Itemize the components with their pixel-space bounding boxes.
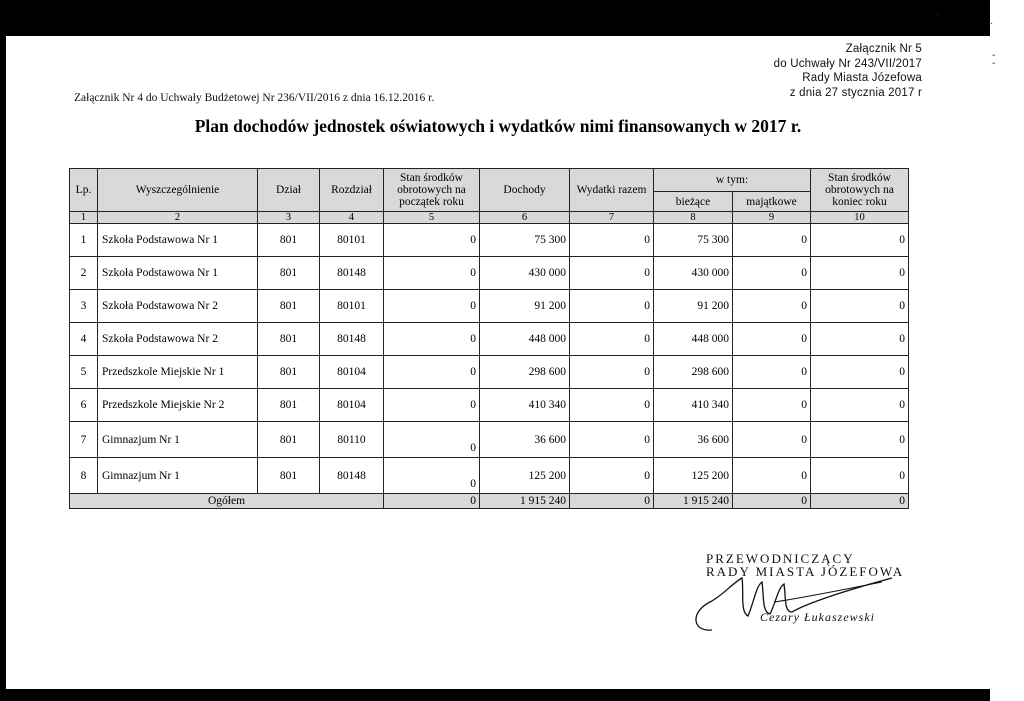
attachment-number: Załącznik Nr 5 bbox=[845, 43, 922, 55]
cell-biezace: 36 600 bbox=[654, 422, 733, 458]
cell-dochody: 448 000 bbox=[480, 323, 570, 356]
cell-biezace: 91 200 bbox=[654, 290, 733, 323]
cell-name: Gimnazjum Nr 1 bbox=[98, 422, 258, 458]
col-wyszczegolnienie: Wyszczególnienie bbox=[98, 169, 258, 212]
cell-wydatki: 0 bbox=[570, 323, 654, 356]
cell-dzial: 801 bbox=[258, 224, 320, 257]
cell-dzial: 801 bbox=[258, 257, 320, 290]
document-title: Plan dochodów jednostek oświatowych i wydatków nimi finansowanych w 2017 r. bbox=[194, 116, 802, 136]
cell-rozdzial: 80148 bbox=[320, 458, 384, 494]
column-number: 1 bbox=[70, 212, 98, 224]
column-number: 4 bbox=[320, 212, 384, 224]
col-dochody: Dochody bbox=[480, 169, 570, 212]
cell-rozdzial: 80148 bbox=[320, 257, 384, 290]
stamp-line-council: RADY MIASTA JÓZEFOWA bbox=[706, 564, 905, 579]
total-label: Ogółem bbox=[70, 494, 384, 509]
cell-stan-koniec: 0 bbox=[811, 389, 909, 422]
cell-dzial: 801 bbox=[258, 356, 320, 389]
plan-table bbox=[69, 168, 909, 509]
scan-mark: · bbox=[990, 18, 994, 29]
column-number: 3 bbox=[258, 212, 320, 224]
cell-stan-koniec: 0 bbox=[811, 356, 909, 389]
total-stan-poczatek: 0 bbox=[384, 494, 480, 509]
cell-rozdzial: 80104 bbox=[320, 389, 384, 422]
cell-dochody: 91 200 bbox=[480, 290, 570, 323]
cell-stan-poczatek: 0 bbox=[384, 389, 480, 422]
column-number: 10 bbox=[811, 212, 909, 224]
total-biezace: 1 915 240 bbox=[654, 494, 733, 509]
column-number: 5 bbox=[384, 212, 480, 224]
col-biezace: bieżące bbox=[654, 192, 733, 212]
cell-majatkowe: 0 bbox=[733, 290, 811, 323]
cell-name: Szkoła Podstawowa Nr 1 bbox=[98, 257, 258, 290]
council-name: Rady Miasta Józefowa bbox=[802, 72, 922, 84]
cell-stan-poczatek: 0 bbox=[384, 290, 480, 323]
cell-stan-koniec: 0 bbox=[811, 257, 909, 290]
resolution-date: z dnia 27 stycznia 2017 r bbox=[789, 86, 922, 99]
cell-wydatki: 0 bbox=[570, 389, 654, 422]
cell-stan-koniec: 0 bbox=[811, 422, 909, 458]
table-row bbox=[70, 422, 909, 458]
cell-dochody: 125 200 bbox=[480, 458, 570, 494]
cell-rozdzial: 80148 bbox=[320, 323, 384, 356]
cell-dzial: 801 bbox=[258, 422, 320, 458]
resolution-number: do Uchwały Nr 243/VII/2017 bbox=[773, 57, 922, 70]
cell-name: Przedszkole Miejskie Nr 2 bbox=[98, 389, 258, 422]
cell-biezace: 75 300 bbox=[654, 224, 733, 257]
cell-wydatki: 0 bbox=[570, 458, 654, 494]
cell-majatkowe: 0 bbox=[733, 323, 811, 356]
cell-biezace: 125 200 bbox=[654, 458, 733, 494]
col-majatkowe: majątkowe bbox=[733, 192, 811, 212]
cell-rozdzial: 80101 bbox=[320, 224, 384, 257]
cell-wydatki: 0 bbox=[570, 356, 654, 389]
scan-margin bbox=[990, 0, 1024, 701]
cell-biezace: 448 000 bbox=[654, 323, 733, 356]
total-stan-koniec: 0 bbox=[811, 494, 909, 509]
cell-majatkowe: 0 bbox=[733, 422, 811, 458]
table-row bbox=[70, 356, 909, 389]
cell-lp: 7 bbox=[70, 422, 98, 458]
cell-stan-poczatek: 0 bbox=[384, 224, 480, 257]
cell-lp: 4 bbox=[70, 323, 98, 356]
table-row bbox=[70, 389, 909, 422]
total-row bbox=[70, 494, 909, 509]
cell-rozdzial: 80104 bbox=[320, 356, 384, 389]
cell-stan-poczatek: 0 bbox=[384, 257, 480, 290]
total-dochody: 1 915 240 bbox=[480, 494, 570, 509]
scan-mark: - bbox=[992, 50, 996, 61]
cell-stan-koniec: 0 bbox=[811, 323, 909, 356]
cell-stan-poczatek: 0 bbox=[384, 458, 480, 494]
cell-dochody: 75 300 bbox=[480, 224, 570, 257]
cell-majatkowe: 0 bbox=[733, 356, 811, 389]
cell-wydatki: 0 bbox=[570, 290, 654, 323]
cell-dzial: 801 bbox=[258, 323, 320, 356]
handwritten-signature bbox=[682, 572, 914, 636]
cell-stan-koniec: 0 bbox=[811, 224, 909, 257]
column-number: 8 bbox=[654, 212, 733, 224]
cell-majatkowe: 0 bbox=[733, 257, 811, 290]
cell-biezace: 410 340 bbox=[654, 389, 733, 422]
cell-dochody: 36 600 bbox=[480, 422, 570, 458]
cell-lp: 8 bbox=[70, 458, 98, 494]
total-wydatki: 0 bbox=[570, 494, 654, 509]
stamp-line-title: PRZEWODNICZĄCY bbox=[706, 551, 855, 566]
cell-lp: 2 bbox=[70, 257, 98, 290]
column-number: 9 bbox=[733, 212, 811, 224]
cell-biezace: 298 600 bbox=[654, 356, 733, 389]
cell-name: Szkoła Podstawowa Nr 2 bbox=[98, 323, 258, 356]
cell-rozdzial: 80101 bbox=[320, 290, 384, 323]
header-row bbox=[70, 169, 909, 192]
cell-dzial: 801 bbox=[258, 389, 320, 422]
cell-name: Szkoła Podstawowa Nr 1 bbox=[98, 224, 258, 257]
table-row bbox=[70, 323, 909, 356]
cell-rozdzial: 80110 bbox=[320, 422, 384, 458]
cell-dochody: 298 600 bbox=[480, 356, 570, 389]
cell-dzial: 801 bbox=[258, 458, 320, 494]
table-row bbox=[70, 224, 909, 257]
attachment-note-left: Załącznik Nr 4 do Uchwały Budżetowej Nr 236/VII/2016 z dnia 16.12.2016 r. bbox=[74, 92, 435, 104]
cell-name: Przedszkole Miejskie Nr 1 bbox=[98, 356, 258, 389]
col-rozdzial: Rozdział bbox=[320, 169, 384, 212]
cell-lp: 3 bbox=[70, 290, 98, 323]
table-row bbox=[70, 290, 909, 323]
cell-name: Gimnazjum Nr 1 bbox=[98, 458, 258, 494]
cell-dzial: 801 bbox=[258, 290, 320, 323]
cell-stan-koniec: 0 bbox=[811, 290, 909, 323]
col-wydatki-razem: Wydatki razem bbox=[570, 169, 654, 212]
cell-stan-poczatek: 0 bbox=[384, 323, 480, 356]
cell-lp: 5 bbox=[70, 356, 98, 389]
table-row bbox=[70, 257, 909, 290]
signer-name: Cezary Łukaszewski bbox=[760, 610, 875, 624]
col-lp: Lp. bbox=[70, 169, 98, 212]
document-page bbox=[6, 10, 990, 689]
cell-stan-poczatek: 0 bbox=[384, 422, 480, 458]
col-stan-koniec: Stan środków obrotowych na koniec roku bbox=[811, 169, 909, 212]
cell-biezace: 430 000 bbox=[654, 257, 733, 290]
cell-wydatki: 0 bbox=[570, 257, 654, 290]
cell-stan-koniec: 0 bbox=[811, 458, 909, 494]
cell-wydatki: 0 bbox=[570, 422, 654, 458]
cell-majatkowe: 0 bbox=[733, 224, 811, 257]
col-w-tym: w tym: bbox=[654, 169, 811, 192]
cell-dochody: 430 000 bbox=[480, 257, 570, 290]
col-stan-poczatek: Stan środków obrotowych na początek roku bbox=[384, 169, 480, 212]
cell-name: Szkoła Podstawowa Nr 2 bbox=[98, 290, 258, 323]
cell-lp: 6 bbox=[70, 389, 98, 422]
scan-mark: - bbox=[992, 58, 996, 69]
cell-majatkowe: 0 bbox=[733, 458, 811, 494]
cell-wydatki: 0 bbox=[570, 224, 654, 257]
scan-speck: · bbox=[936, 10, 939, 20]
col-dzial: Dział bbox=[258, 169, 320, 212]
column-number: 7 bbox=[570, 212, 654, 224]
column-number-row bbox=[70, 212, 909, 224]
cell-majatkowe: 0 bbox=[733, 389, 811, 422]
column-number: 6 bbox=[480, 212, 570, 224]
column-number: 2 bbox=[98, 212, 258, 224]
cell-dochody: 410 340 bbox=[480, 389, 570, 422]
total-majatkowe: 0 bbox=[733, 494, 811, 509]
table-row bbox=[70, 458, 909, 494]
cell-stan-poczatek: 0 bbox=[384, 356, 480, 389]
attachment-note-right bbox=[774, 42, 922, 100]
cell-lp: 1 bbox=[70, 224, 98, 257]
